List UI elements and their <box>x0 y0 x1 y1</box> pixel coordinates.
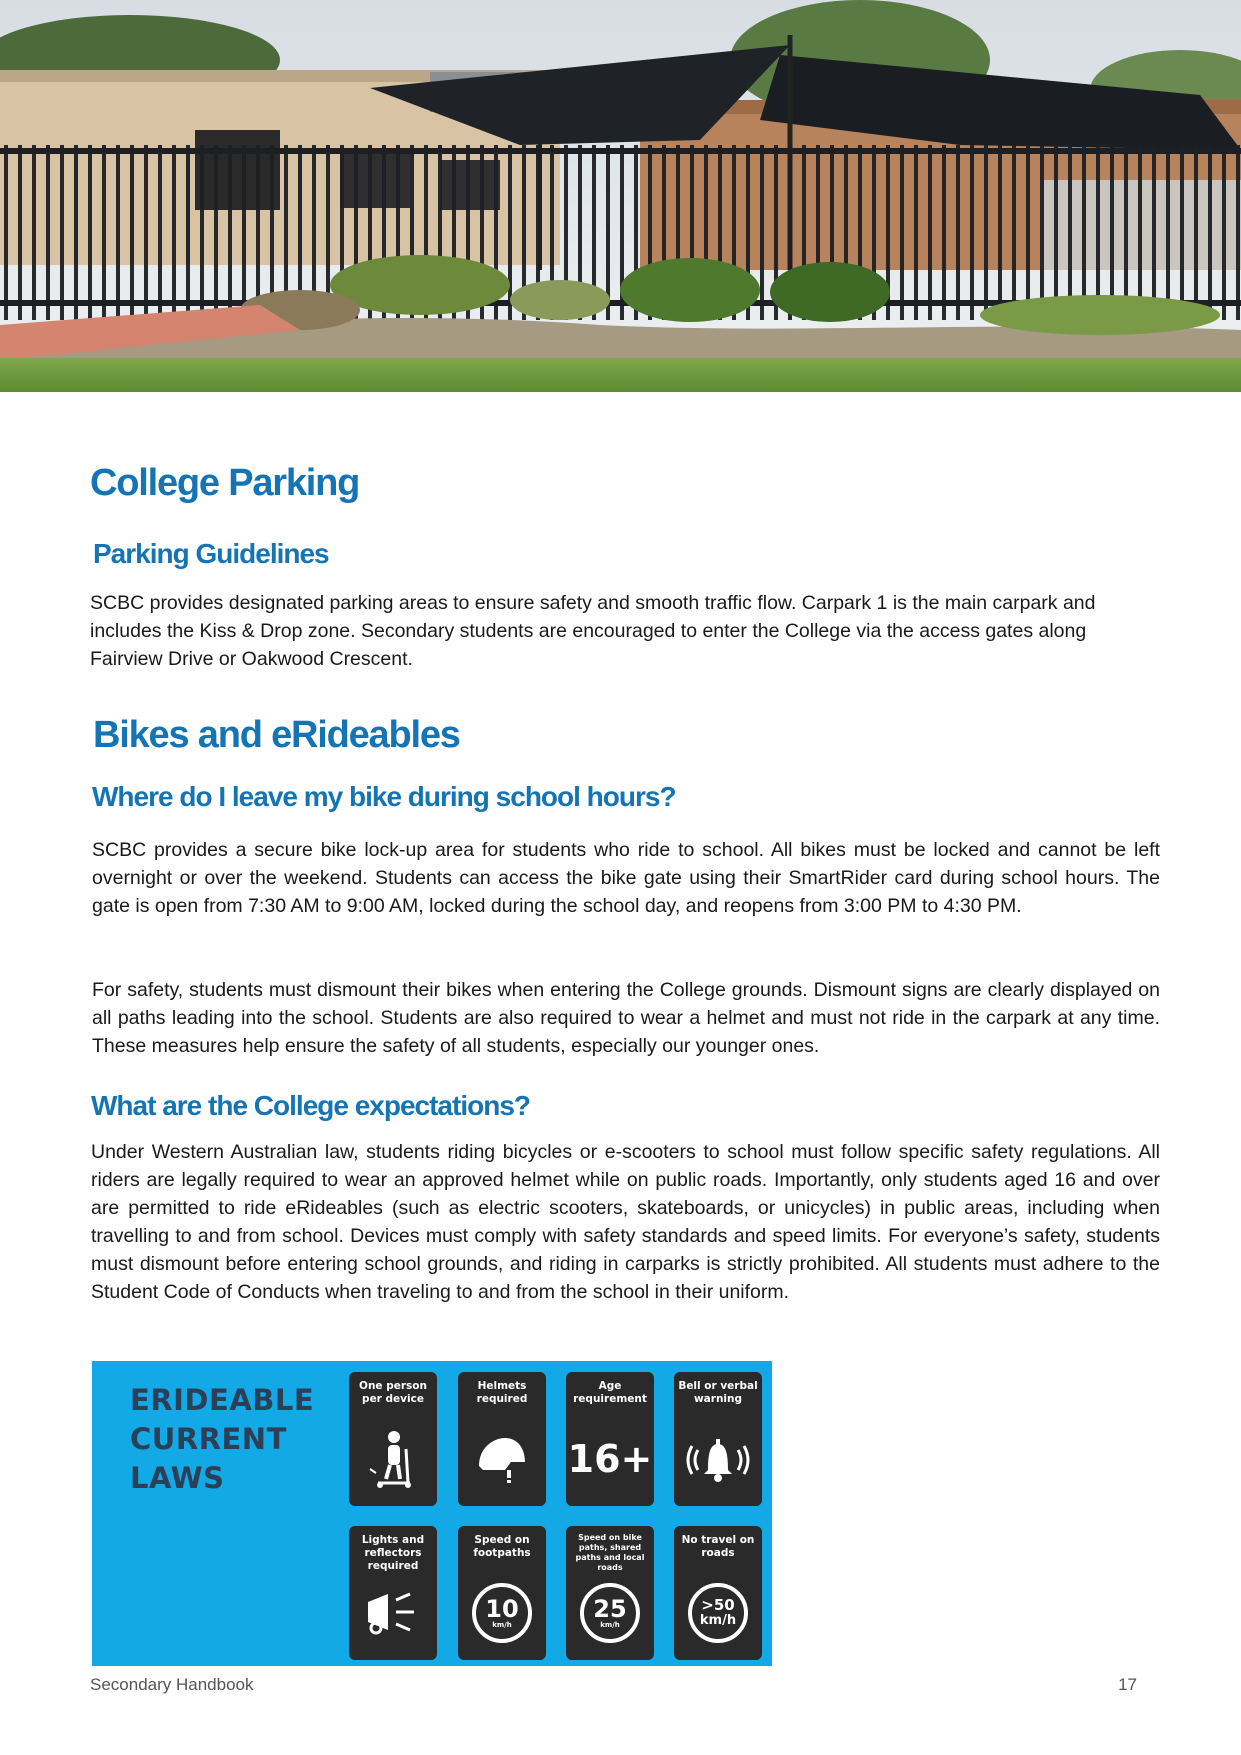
speed-unit: km/h <box>699 1613 737 1628</box>
bell-icon <box>674 1422 762 1496</box>
parking-guidelines-text: SCBC provides designated parking areas to ensure safety and smooth traffic flow. Carpark 1 is the main carpark and includes the Kiss & Drop zone. Secondary students are encouraged to enter the College via the access gates along Fairview Drive or Oakwood Crescent. <box>90 592 1096 670</box>
speed-limit-sign <box>580 1583 640 1643</box>
bikes-erideables-heading: Bikes and eRideables <box>93 714 460 756</box>
college-parking-heading: College Parking <box>90 462 360 504</box>
tile-label: Age requirement <box>573 1380 647 1405</box>
speed-unit: km/h <box>492 1620 512 1629</box>
tile-label: No travel on roads <box>681 1534 755 1559</box>
infographic-title-line: CURRENT <box>130 1422 287 1456</box>
law-tile-bell <box>674 1372 762 1506</box>
tile-label: Speed on footpaths <box>473 1534 531 1559</box>
speed-limit-sign <box>688 1583 748 1643</box>
infographic-title-line: LAWS <box>130 1461 225 1495</box>
law-tile-bikepath-speed <box>566 1526 654 1660</box>
infographic-title <box>130 1381 330 1498</box>
bike-storage-text: SCBC provides a secure bike lock-up area for students who ride to school. All bikes must be locked and cannot be left overnight or over the weekend. Students can access the bike gate using their SmartRider card during school hours. The gate is open from 7:30 AM to 9:00 AM, locked during the school day, and reopens from 3:00 PM to 4:30 PM. <box>92 839 1160 917</box>
tile-label: One person per device <box>359 1380 427 1405</box>
infographic-title-line: ERIDEABLE <box>130 1383 315 1417</box>
law-tile-lights <box>349 1526 437 1660</box>
person-on-scooter-icon <box>349 1422 437 1496</box>
tile-label: Speed on bike paths, shared paths and local roads <box>575 1533 645 1572</box>
law-tile-age <box>566 1372 654 1506</box>
law-tile-helmets <box>458 1372 546 1506</box>
helmet-icon <box>458 1422 546 1496</box>
headlight-icon <box>349 1576 437 1650</box>
school-fence-illustration <box>0 0 1241 392</box>
speed-unit: km/h <box>600 1620 620 1629</box>
tile-label: Lights and reflectors required <box>361 1534 425 1572</box>
age-value: 16+ <box>567 1437 653 1481</box>
erideable-laws-infographic <box>92 1361 772 1666</box>
college-expectations-heading: What are the College expectations? <box>91 1090 530 1121</box>
tile-label: Bell or verbal warning <box>678 1380 758 1405</box>
dismount-safety-text: For safety, students must dismount their bikes when entering the College grounds. Dismount signs are clearly displayed on all paths leading into the school. Students are also required to wear a helmet and must not ride in the carpark at any time. These measures help ensure the safety of all students, especially our younger ones. <box>92 979 1160 1057</box>
speed-value: 10 <box>485 1594 519 1623</box>
parking-guidelines-heading: Parking Guidelines <box>93 538 329 569</box>
law-tile-one-person <box>349 1372 437 1506</box>
tile-label: Helmets required <box>476 1380 528 1405</box>
law-tile-no-roads <box>674 1526 762 1660</box>
hero-photo <box>0 0 1241 392</box>
page-number: 17 <box>1118 1675 1137 1694</box>
college-expectations-text: Under Western Australian law, students riding bicycles or e-scooters to school must follow specific safety regulations. All riders are legally required to wear an approved helmet while on public roads. Importantly, only students aged 16 and over are permitted to ride eRideables (such as electric scooters, skateboards, or unicycles) in public areas, including when travelling to and from school. Devices must comply with safety standards and speed limits. For everyone’s safety, students must dismount before entering school grounds, and riding in carparks is strictly prohibited. All students must adhere to the Student Code of Conducts when traveling to and from the school in their uniform. <box>91 1141 1160 1303</box>
speed-value: >50 <box>701 1596 735 1614</box>
footer-document-title: Secondary Handbook <box>90 1675 254 1694</box>
speed-limit-sign <box>472 1583 532 1643</box>
bike-storage-heading: Where do I leave my bike during school hours? <box>92 781 676 812</box>
law-tile-footpath-speed <box>458 1526 546 1660</box>
speed-value: 25 <box>593 1594 627 1623</box>
